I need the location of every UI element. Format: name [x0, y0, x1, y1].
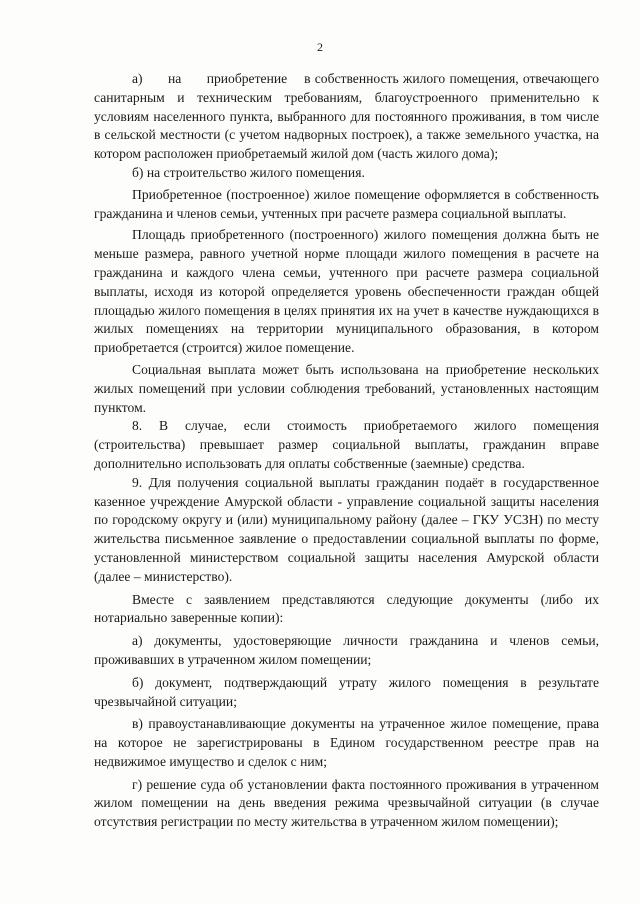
paragraph-doc-b: б) документ, подтверждающий утрату жилого помещения в результате чрезвычайной ситуации;: [94, 674, 599, 709]
paragraph-doc-a: а) документы, удостоверяющие личности гражданина и членов семьи, проживавших в утраченном жилом помещении;: [94, 633, 599, 667]
paragraph-doc-c: в) правоустанавливающие документы на утраченное жилое помещение, права на которое не зарегистрированы в Едином государственном реестре прав на недвижимое имущество и сделок с ним;: [94, 716, 599, 769]
page-number: 2: [317, 40, 323, 54]
paragraph-area-requirement: Площадь приобретенного (построенного) жилого помещения должна быть не меньше размера, равного учетной норме площади жилого помещения в расчете на гражданина и каждого члена семьи, учтенного при расчете размера социальной выплаты, исходя из которой определяется уровень обеспеченности граждан общей площадью жилого помещения в целях принятия их на учет в качестве нуждающихся в жилых помещениях на территории муниципального образования, в котором приобретается (строится) жилое помещение.: [94, 227, 599, 356]
paragraph-construction-clause: б) на строительство жилого помещения.: [132, 164, 365, 180]
paragraph-purchase-clause: а) на приобретение в собственность жилого помещения, отвечающего санитарным и техническим требованиям, благоустроенного применительно к условиям населенного пункта, выбранного для постоянного проживания, в том числе в сельской местности (с учетом надворных построек), а также земельного участка, на котором расположен приобретаемый жилой дом (часть жилого дома);: [94, 71, 599, 162]
paragraph-documents-intro: Вместе с заявлением представляются следующие документы (либо их нотариально заверенные копии):: [94, 591, 599, 626]
document-body: [94, 70, 599, 832]
paragraph-multiple-dwellings: Социальная выплата может быть использована на приобретение нескольких жилых помещений при условии соблюдения требований, установленных настоящим пунктом.: [94, 361, 599, 415]
paragraph-ownership: Приобретенное (построенное) жилое помещение оформляется в собственность гражданина и членов семьи, учтенных при расчете размера социальной выплаты.: [94, 186, 599, 221]
paragraph-item-8: 8. В случае, если стоимость приобретаемого жилого помещения (строительства) превышает размер социальной выплаты, гражданин вправе дополнительно использовать для оплаты собственные (заемные) средства.: [94, 418, 599, 471]
paragraph-doc-d: г) решение суда об установлении факта постоянного проживания в утраченном жилом помещении на день введения режима чрезвычайной ситуации (в случае отсутствия регистрации по месту жительства в утраченном жилом помещении);: [94, 776, 599, 830]
paragraph-item-9: 9. Для получения социальной выплаты гражданин подаёт в государственное казенное учреждение Амурской области - управление социальной защиты населения по городскому округу и (или) муниципальному району (далее – ГКУ УСЗН) по месту жительства письменное заявление о предоставлении социальной выплаты по форме, установленной министерством социальной защиты населения Амурской области (далее – министерство).: [94, 474, 599, 584]
